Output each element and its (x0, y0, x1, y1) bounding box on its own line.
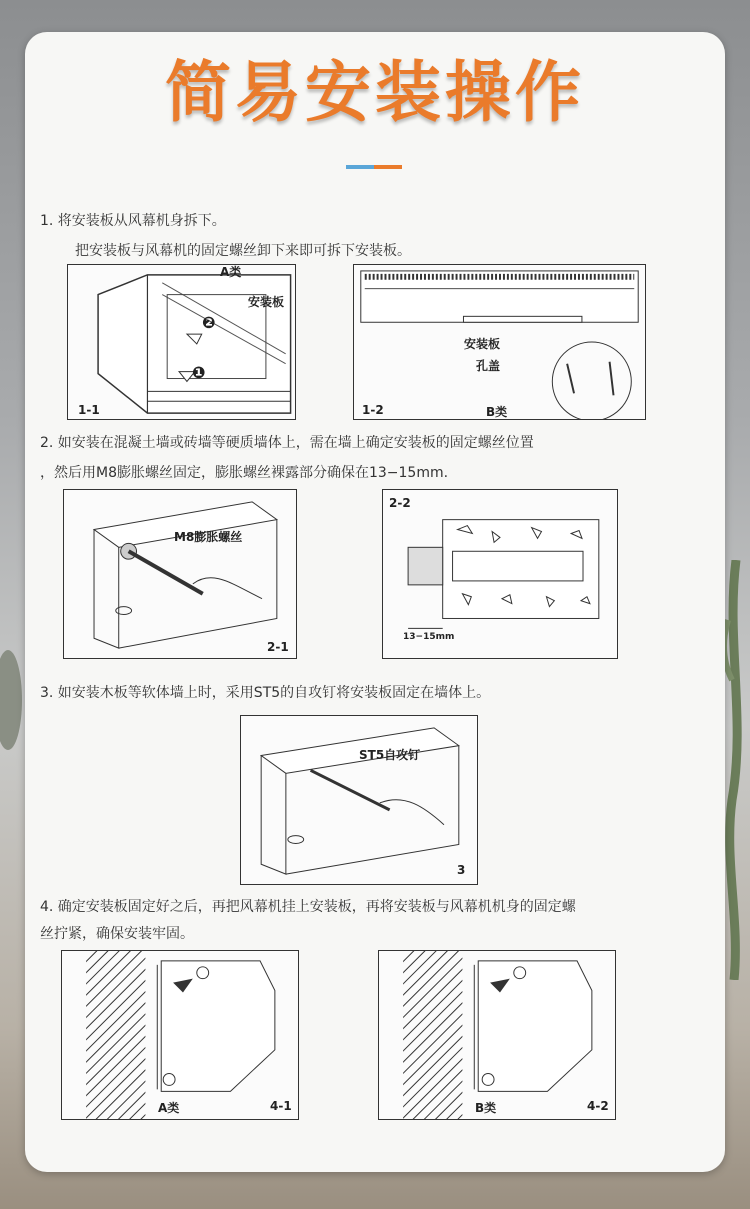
figure-2-1 (63, 489, 297, 659)
plant-decoration-right (722, 560, 750, 980)
figure-1-1-drawing (68, 265, 295, 419)
figure-1-2-board-label: 安装板 (464, 337, 501, 351)
page-title: 简易安装操作 (165, 54, 585, 131)
figure-2-1-label: M8膨胀螺丝 (174, 530, 243, 544)
figure-4-2-drawing (379, 951, 615, 1119)
figure-3 (240, 715, 478, 885)
figure-2-1-drawing (64, 490, 296, 658)
figure-3-drawing (241, 716, 477, 884)
figure-3-label: ST5自攻钉 (359, 748, 421, 762)
figure-1-1-board-label: 安装板 (248, 295, 285, 309)
figure-1-1-callout-1: ❶ (192, 363, 206, 382)
step-4-text: 4. 确定安装板固定好之后，再把风幕机挂上安装板，再将安装板与风幕机机身的固定螺 (40, 899, 576, 915)
figure-1-1-number: 1-1 (78, 403, 100, 417)
step-2-subtext: ，然后用M8膨胀螺丝固定，膨胀螺丝裸露部分确保在13−15mm. (40, 465, 449, 481)
step-2-text: 2. 如安装在混凝土墙或砖墙等硬质墙体上，需在墙上确定安装板的固定螺丝位置 (40, 435, 534, 451)
figure-4-1-drawing (62, 951, 298, 1119)
step-1-text: 1. 将安装板从风幕机身拆下。 (40, 213, 226, 229)
plant-decoration-left (0, 640, 26, 760)
step-4-subtext: 丝拧紧，确保安装牢固。 (40, 926, 194, 942)
figure-1-2-number: 1-2 (362, 403, 384, 417)
content-card (25, 32, 725, 1172)
figure-4-2-category: B类 (475, 1101, 497, 1115)
title-divider-orange (374, 165, 402, 169)
figure-2-2-dimension: 13−15mm (403, 632, 455, 642)
figure-2-2 (382, 489, 618, 659)
figure-1-1-callout-2: ❷ (202, 313, 216, 332)
figure-4-2-number: 4-2 (587, 1099, 609, 1113)
figure-4-1-number: 4-1 (270, 1099, 292, 1113)
step-1-subtext: 把安装板与风幕机的固定螺丝卸下来即可拆下安装板。 (75, 243, 411, 259)
figure-4-1-category: A类 (158, 1101, 180, 1115)
figure-1-1-category: A类 (220, 265, 242, 279)
figure-1-2-category: B类 (486, 405, 508, 419)
figure-1-2 (353, 264, 646, 420)
figure-3-number: 3 (457, 863, 466, 877)
step-3-text: 3. 如安装木板等软体墙上时，采用ST5的自攻钉将安装板固定在墙体上。 (40, 685, 491, 701)
figure-2-2-number: 2-2 (389, 496, 411, 510)
figure-2-1-number: 2-1 (267, 640, 289, 654)
title-divider-blue (346, 165, 374, 169)
figure-4-1 (61, 950, 299, 1120)
figure-4-2 (378, 950, 616, 1120)
figure-1-2-cover-label: 孔盖 (476, 359, 501, 373)
figure-1-1 (67, 264, 296, 420)
